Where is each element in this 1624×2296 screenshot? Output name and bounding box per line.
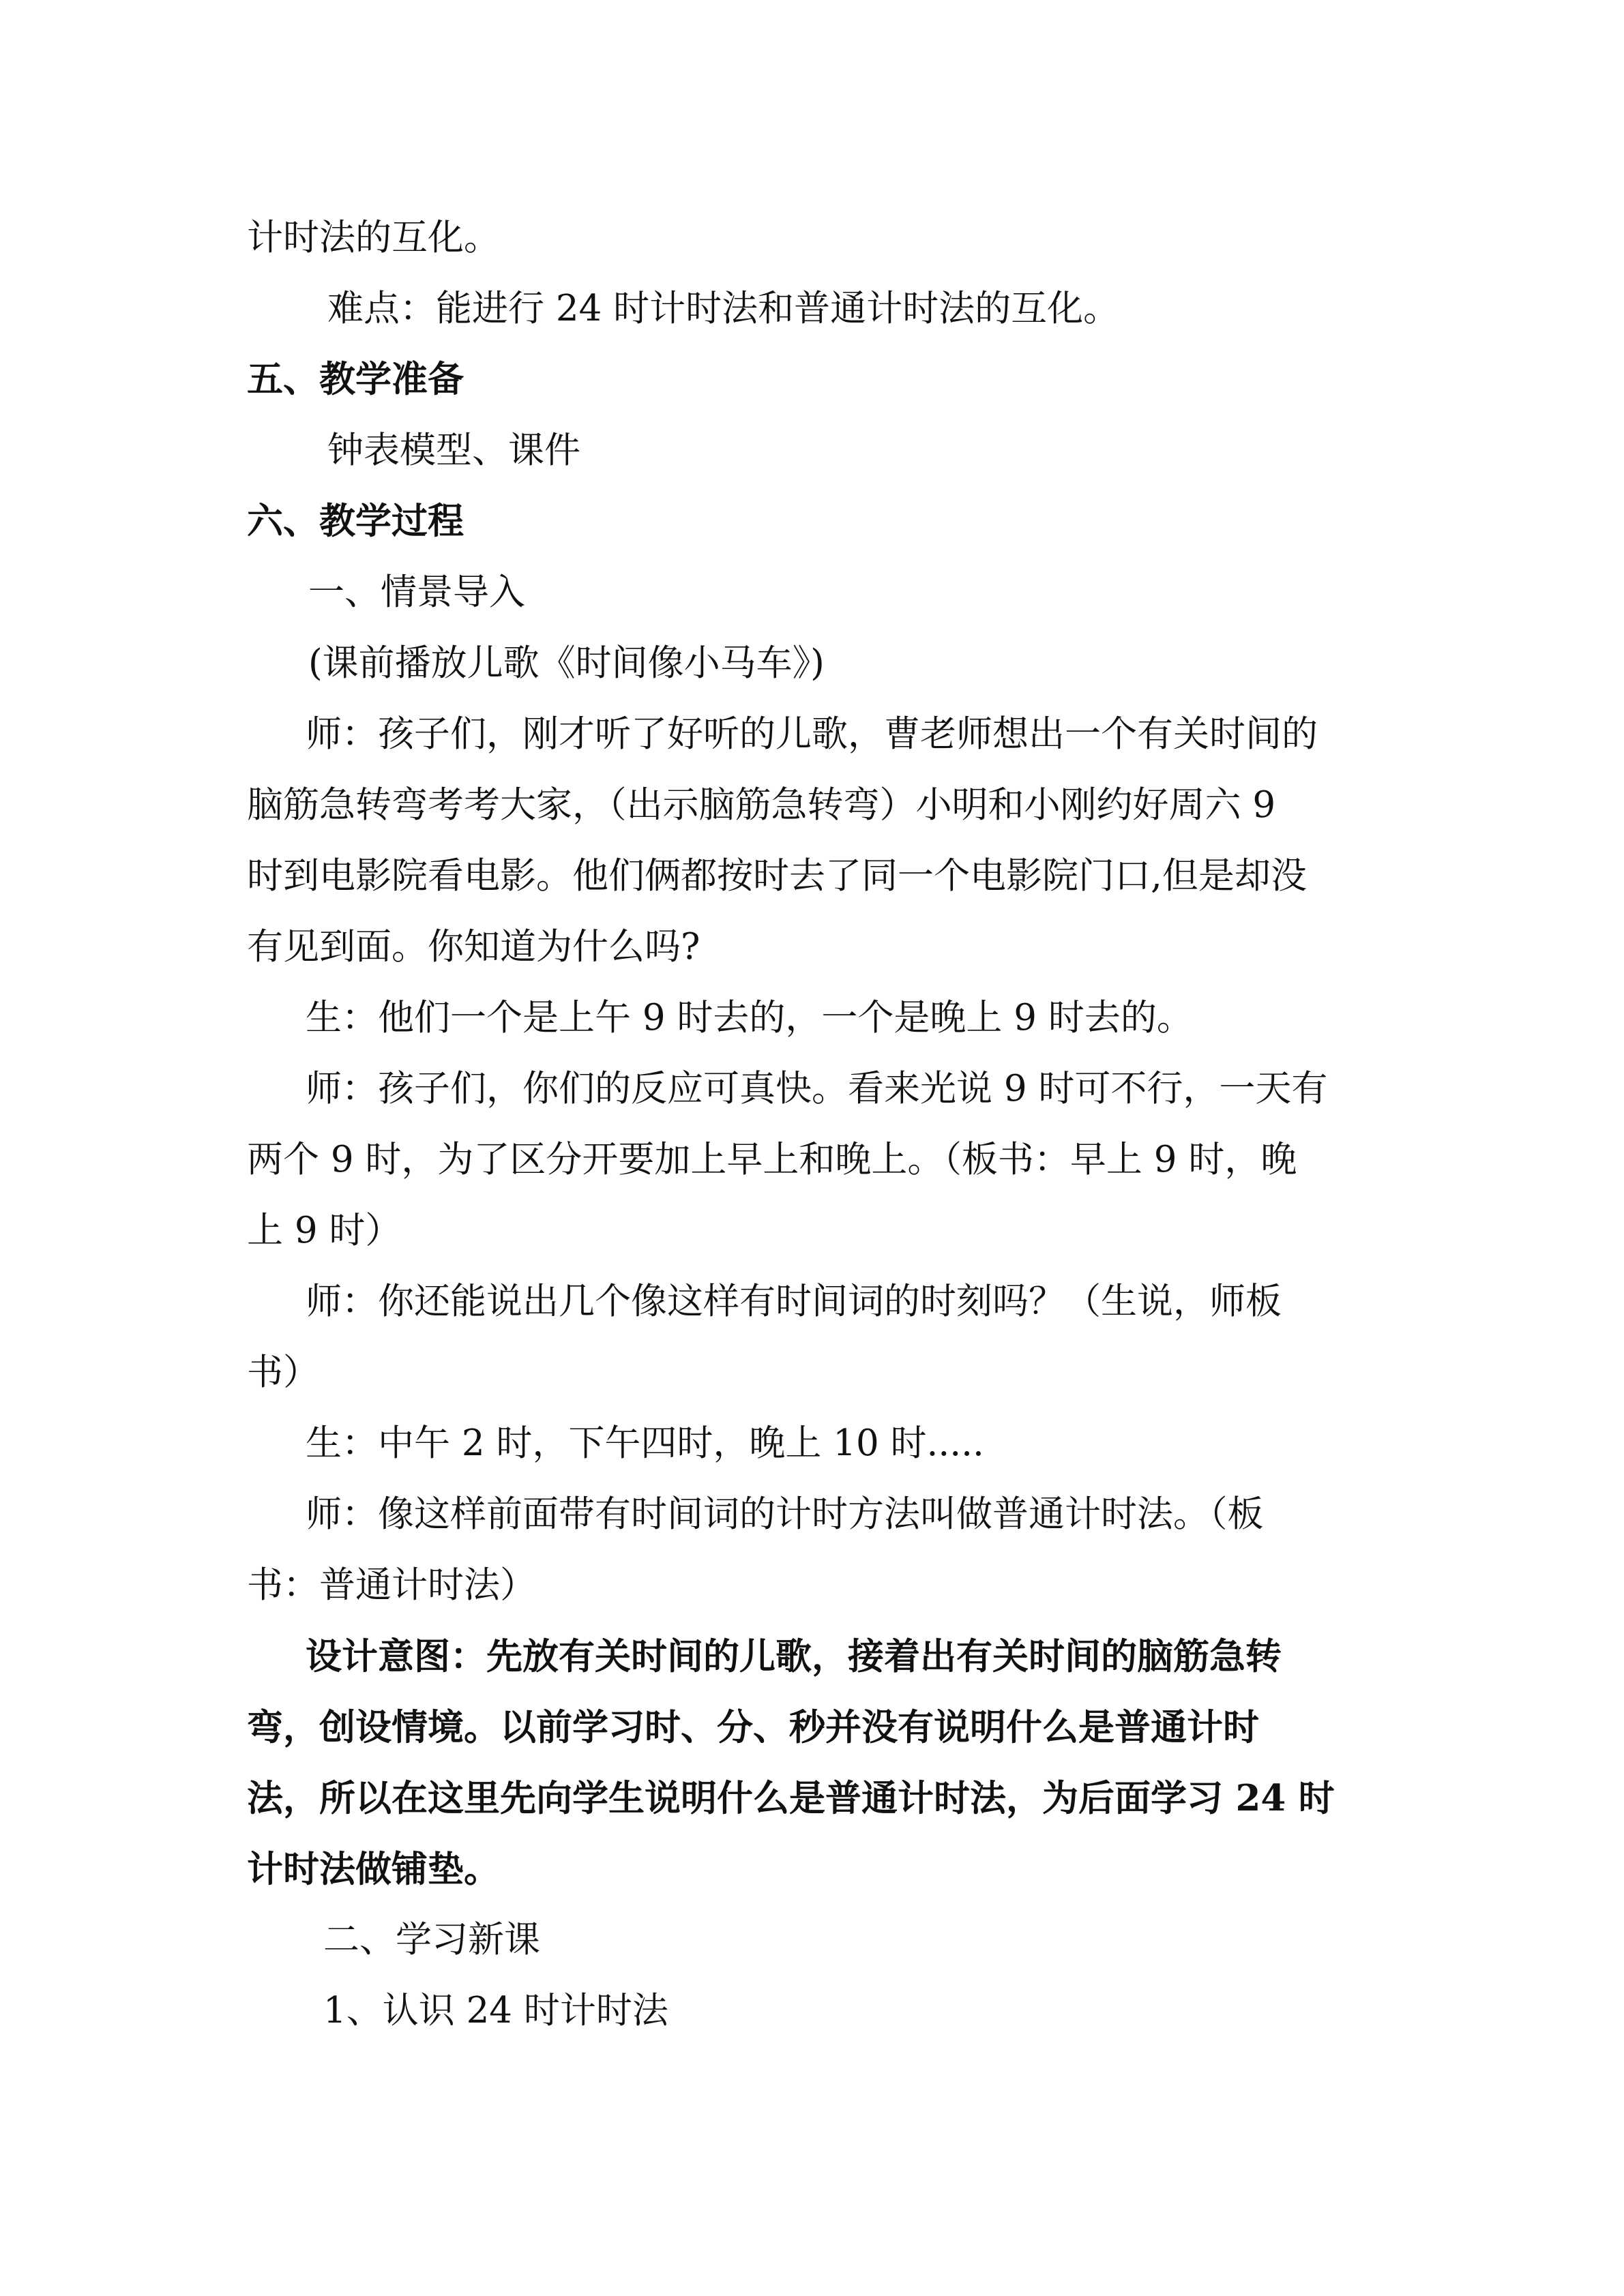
- section-heading-preparation: 五、教学准备: [247, 359, 464, 400]
- paragraph-line: 两个 9 时，为了区分开要加上早上和晚上。（板书：早上 9 时，晚: [247, 1139, 1297, 1180]
- teacher-line: 师：孩子们，刚才听了好听的儿歌，曹老师想出一个有关时间的: [306, 713, 1318, 755]
- subheading-24h-system: 1、认识 24 时计时法: [323, 1990, 668, 2031]
- student-line: 生：他们一个是上午 9 时去的，一个是晚上 9 时去的。: [306, 997, 1193, 1039]
- paragraph-line: 上 9 时）: [247, 1210, 402, 1251]
- teacher-line: 师：你还能说出几个像这样有时间词的时刻吗？（生说，师板: [306, 1281, 1282, 1322]
- teacher-line: 师：像这样前面带有时间词的计时方法叫做普通计时法。（板: [306, 1493, 1264, 1535]
- design-intent-line: 计时法做铺垫。: [247, 1848, 500, 1890]
- teacher-line: 师：孩子们，你们的反应可真快。看来光说 9 时可不行，一天有: [306, 1068, 1328, 1109]
- difficulty-line: 难点：能进行 24 时计时法和普通计时法的互化。: [327, 288, 1120, 329]
- paragraph-line: 时到电影院看电影。他们俩都按时去了同一个电影院门口,但是却没: [247, 855, 1307, 897]
- paragraph-line: 有见到面。你知道为什么吗?: [247, 926, 700, 968]
- document-body: [247, 203, 1386, 2046]
- preparation-items: 钟表模型、课件: [327, 430, 580, 471]
- paragraph-line: 书：普通计时法）: [247, 1564, 536, 1606]
- subheading-new-lesson: 二、学习新课: [323, 1919, 540, 1960]
- section-heading-process: 六、教学过程: [247, 501, 464, 542]
- design-intent-line: 法，所以在这里先向学生说明什么是普通计时法，为后面学习 24 时: [247, 1777, 1335, 1819]
- paragraph-line: 计时法的互化。: [247, 217, 500, 258]
- student-line: 生：中午 2 时，下午四时，晚上 10 时.....: [306, 1422, 984, 1464]
- paragraph-line: 书）: [247, 1352, 319, 1393]
- paragraph-line: 脑筋急转弯考考大家，（出示脑筋急转弯）小明和小刚约好周六 9: [247, 784, 1276, 826]
- subheading-intro: 一、情景导入: [308, 571, 525, 613]
- design-intent-line: 弯，创设情境。以前学习时、分、秒并没有说明什么是普通计时: [247, 1706, 1259, 1748]
- design-intent-line: 设计意图：先放有关时间的儿歌，接着出有关时间的脑筋急转: [306, 1635, 1282, 1678]
- stage-note: (课前播放儿歌《时间像小马车》): [308, 642, 825, 684]
